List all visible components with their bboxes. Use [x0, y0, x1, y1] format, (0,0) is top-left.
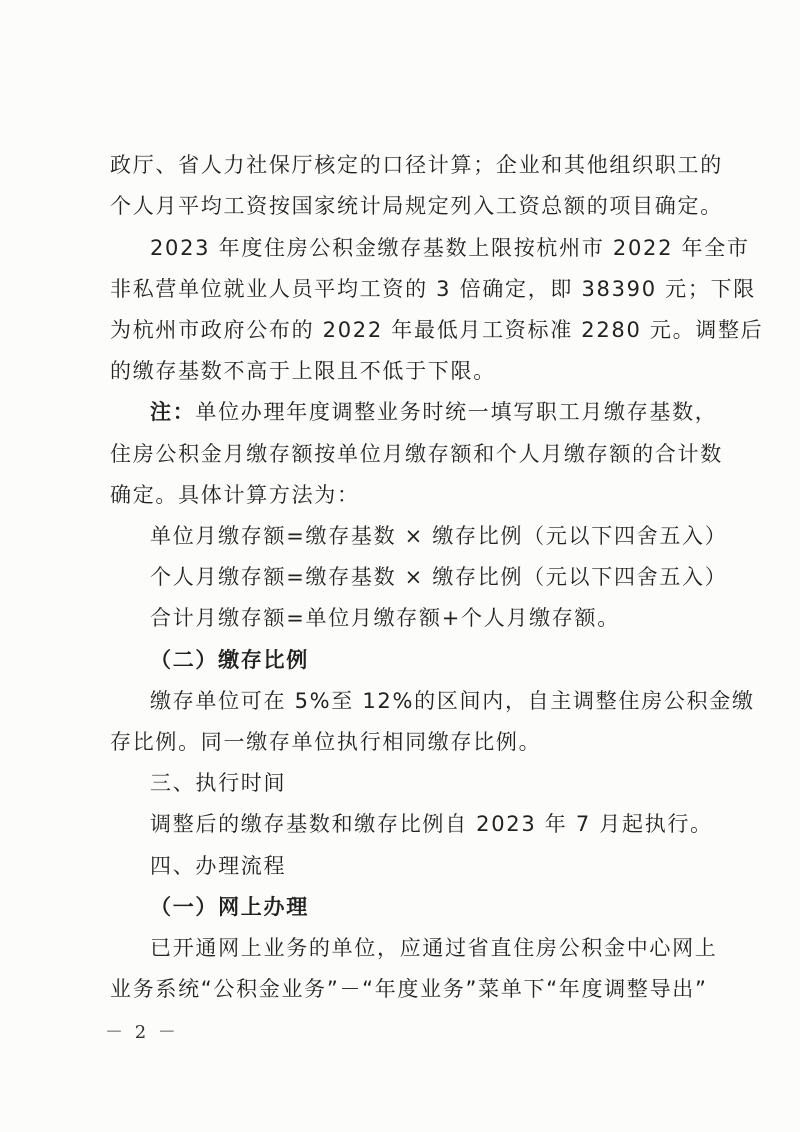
text-line: 存比例。同一缴存单位执行相同缴存比例。 [110, 730, 542, 754]
note-label: 注： [150, 400, 196, 424]
text-line: 住房公积金月缴存额按单位月缴存额和个人月缴存额的合计数 [110, 442, 723, 466]
page-number: － 2 － [105, 1022, 179, 1043]
text-line: 个人月平均工资按国家统计局规定列入工资总额的项目确定。 [110, 194, 723, 218]
text-line: 缴存单位可在 5%至 12%的区间内，自主调整住房公积金缴 [150, 689, 755, 713]
text-line: 业务系统“公积金业务”－“年度业务”菜单下“年度调整导出” [110, 977, 708, 1001]
subheading: （二）缴存比例 [150, 648, 309, 672]
text-line: 单位办理年度调整业务时统一填写职工月缴存基数， [195, 400, 718, 424]
formula-line: 单位月缴存额=缴存基数 × 缴存比例（元以下四舍五入） [150, 524, 728, 548]
text-line: 为杭州市政府公布的 2022 年最低月工资标准 2280 元。调整后 [110, 318, 764, 342]
section-heading: 三、执行时间 [150, 771, 287, 795]
text-line: 非私营单位就业人员平均工资的 3 倍确定，即 38390 元；下限 [110, 277, 756, 301]
text-line: 政厅、省人力社保厅核定的口径计算；企业和其他组织职工的 [110, 153, 723, 177]
text-line: 已开通网上业务的单位，应通过省直住房公积金中心网上 [150, 936, 718, 960]
formula-line: 合计月缴存额=单位月缴存额+个人月缴存额。 [150, 606, 620, 630]
subheading: （一）网上办理 [150, 895, 309, 919]
section-heading: 四、办理流程 [150, 854, 287, 878]
text-line: 调整后的缴存基数和缴存比例自 2023 年 7 月起执行。 [150, 812, 713, 836]
text-line: 2023 年度住房公积金缴存基数上限按杭州市 2022 年全市 [150, 236, 750, 260]
text-line: 的缴存基数不高于上限且不低于下限。 [110, 359, 496, 383]
text-line: 确定。具体计算方法为： [110, 483, 360, 507]
formula-line: 个人月缴存额=缴存基数 × 缴存比例（元以下四舍五入） [150, 565, 728, 589]
note-paragraph-first-line [150, 397, 718, 427]
